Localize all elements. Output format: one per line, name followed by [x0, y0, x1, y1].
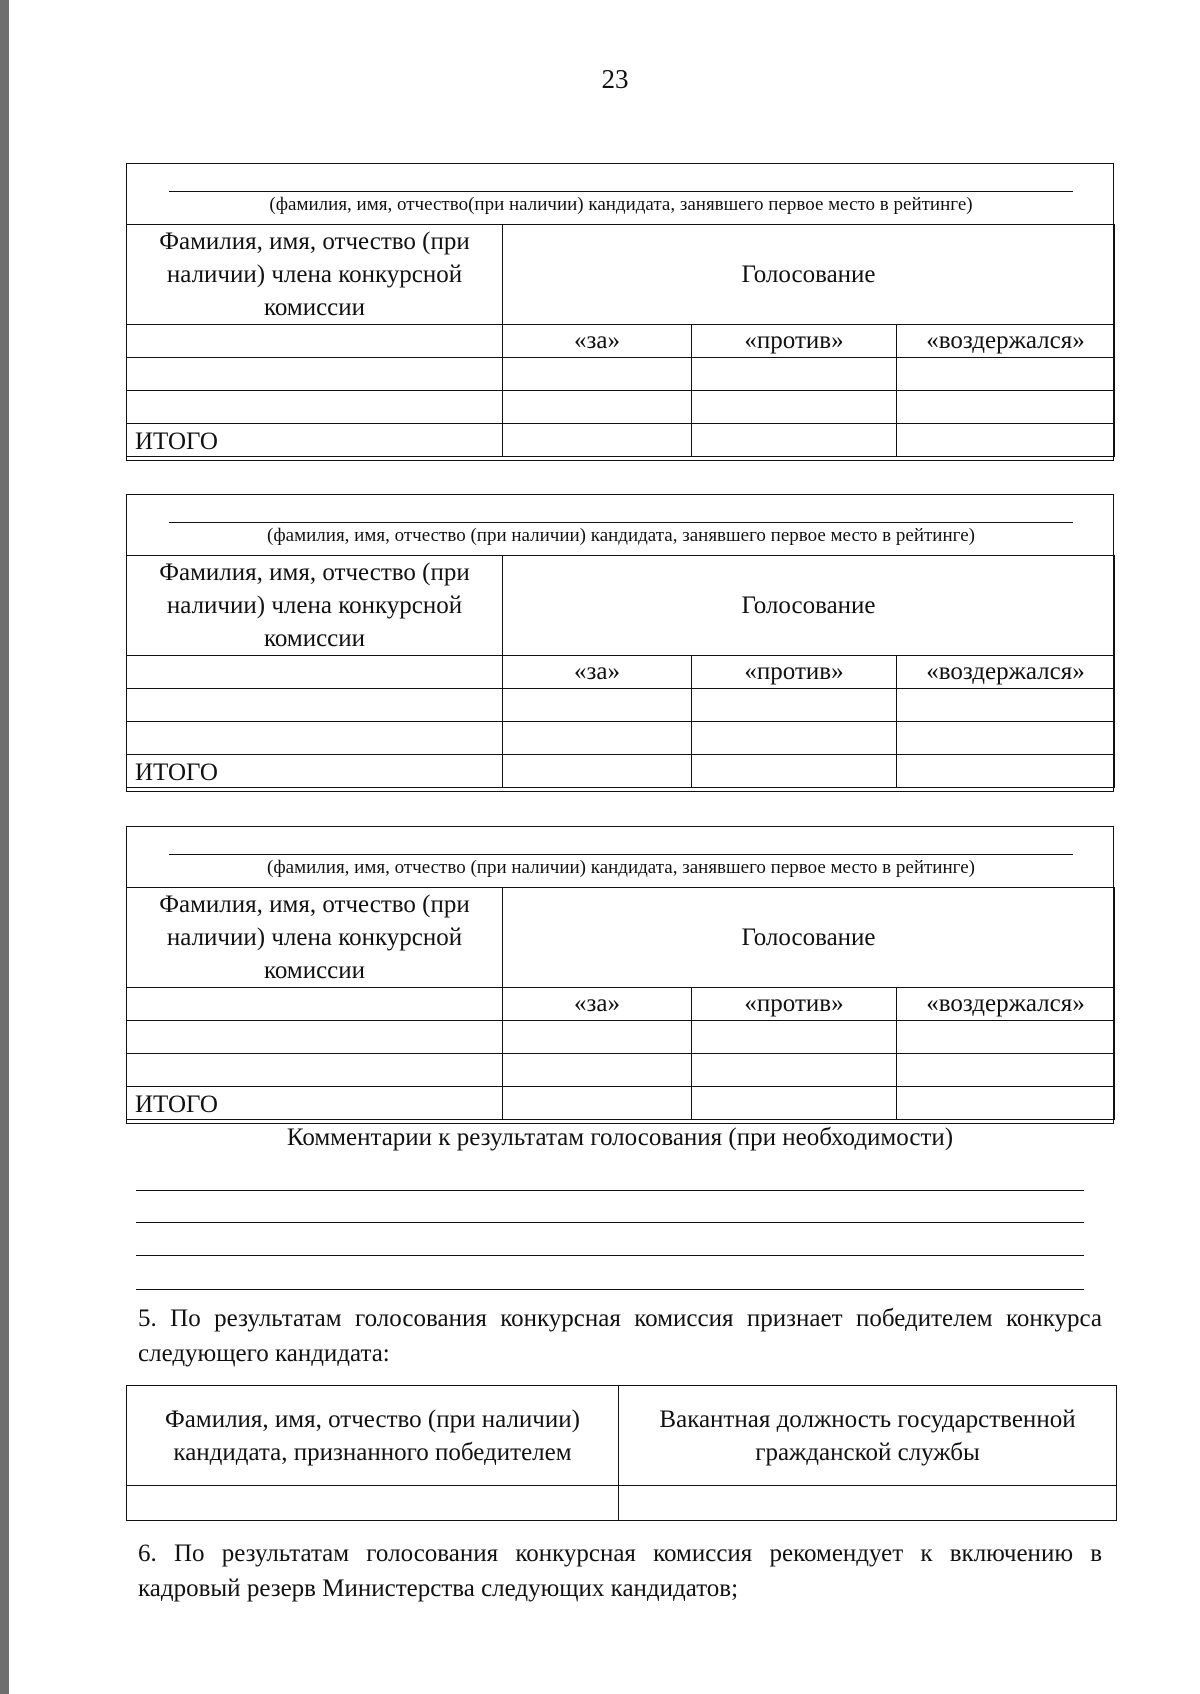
voting-header: Голосование [503, 225, 1115, 325]
vote-cell[interactable] [897, 358, 1115, 391]
vote-cell[interactable] [692, 1021, 897, 1054]
vote-cell[interactable] [503, 722, 692, 755]
comment-line-3[interactable] [136, 1255, 1084, 1256]
candidate-name-line [169, 854, 1073, 855]
winner-name-cell[interactable] [127, 1486, 619, 1521]
candidate-name-line [169, 191, 1073, 192]
vote-cell[interactable] [692, 391, 897, 424]
vote-cell[interactable] [692, 689, 897, 722]
vote-cell[interactable] [897, 391, 1115, 424]
vacant-position-header: Вакантная должность государственной гражданской службы [619, 1386, 1117, 1486]
table-row [127, 1486, 1117, 1521]
member-name-cell[interactable] [127, 722, 503, 755]
vote-cell[interactable] [503, 1054, 692, 1087]
voting-block-1 [126, 163, 1114, 461]
vote-cell[interactable] [503, 689, 692, 722]
option-for: «за» [503, 656, 692, 689]
page-number: 23 [601, 64, 629, 94]
total-cell[interactable] [503, 755, 692, 788]
winner-table [126, 1385, 1117, 1521]
total-cell[interactable] [692, 1087, 897, 1120]
member-name-cell[interactable] [127, 1054, 503, 1087]
total-cell[interactable] [897, 755, 1115, 788]
voting-block-2 [126, 494, 1114, 792]
voting-header: Голосование [503, 888, 1115, 988]
table-row [127, 1054, 1115, 1087]
voting-table [126, 555, 1115, 788]
member-header: Фамилия, имя, отчество (при наличии) члена конкурсной комиссии [127, 556, 503, 656]
vacant-position-cell[interactable] [619, 1486, 1117, 1521]
vote-cell[interactable] [692, 1054, 897, 1087]
voting-header: Голосование [503, 556, 1115, 656]
option-abstained: «воздержался» [897, 656, 1115, 689]
vote-cell[interactable] [503, 358, 692, 391]
voting-block-3 [126, 826, 1114, 1124]
member-header: Фамилия, имя, отчество (при наличии) члена конкурсной комиссии [127, 225, 503, 325]
table-row [127, 358, 1115, 391]
vote-cell[interactable] [503, 1021, 692, 1054]
member-name-cell[interactable] [127, 689, 503, 722]
table-row [127, 689, 1115, 722]
vote-cell[interactable] [897, 722, 1115, 755]
total-cell[interactable] [692, 755, 897, 788]
option-against: «против» [692, 656, 897, 689]
total-cell[interactable] [503, 1087, 692, 1120]
voting-table [126, 224, 1115, 457]
total-cell[interactable] [897, 1087, 1115, 1120]
vote-cell[interactable] [897, 1054, 1115, 1087]
scan-edge-shadow [0, 0, 9, 1694]
member-name-cell[interactable] [127, 988, 503, 1021]
winner-name-header: Фамилия, имя, отчество (при наличии) кандидата, признанного победителем [127, 1386, 619, 1486]
total-row [127, 755, 1115, 788]
total-label: ИТОГО [127, 1087, 503, 1120]
total-label: ИТОГО [127, 755, 503, 788]
option-for: «за» [503, 325, 692, 358]
member-name-cell[interactable] [127, 1021, 503, 1054]
section-5-text: 5. По результатам голосования конкурсная комиссия признает победителем конкурса следующего кандидата: [138, 1305, 1102, 1367]
table-row [127, 391, 1115, 424]
total-cell[interactable] [503, 424, 692, 457]
table-row [127, 1021, 1115, 1054]
candidate-caption: (фамилия, имя, отчество(при наличии) кандидата, занявшего первое место в рейтинге) [269, 194, 973, 215]
comment-line-1[interactable] [136, 1190, 1084, 1191]
member-name-cell[interactable] [127, 656, 503, 689]
total-label: ИТОГО [127, 424, 503, 457]
option-abstained: «воздержался» [897, 988, 1115, 1021]
vote-cell[interactable] [897, 1021, 1115, 1054]
total-row [127, 1087, 1115, 1120]
candidate-name-line [169, 522, 1073, 523]
vote-cell[interactable] [692, 358, 897, 391]
candidate-caption: (фамилия, имя, отчество (при наличии) кандидата, занявшего первое место в рейтинге) [267, 857, 975, 878]
voting-table [126, 887, 1115, 1120]
vote-cell[interactable] [897, 689, 1115, 722]
member-name-cell[interactable] [127, 391, 503, 424]
member-name-cell[interactable] [127, 325, 503, 358]
member-name-cell[interactable] [127, 358, 503, 391]
total-row [127, 424, 1115, 457]
vote-cell[interactable] [503, 391, 692, 424]
comments-title: Комментарии к результатам голосования (при необходимости) [286, 1124, 954, 1151]
candidate-caption: (фамилия, имя, отчество (при наличии) кандидата, занявшего первое место в рейтинге) [267, 525, 975, 546]
option-against: «против» [692, 325, 897, 358]
total-cell[interactable] [897, 424, 1115, 457]
comment-line-2[interactable] [136, 1222, 1084, 1223]
section-6-text: 6. По результатам голосования конкурсная комиссия рекомендует к включению в кадровый резерв Министерства следующих кандидатов; [138, 1540, 1102, 1602]
option-abstained: «воздержался» [897, 325, 1115, 358]
table-row [127, 722, 1115, 755]
vote-cell[interactable] [692, 722, 897, 755]
comment-line-4[interactable] [136, 1289, 1084, 1290]
option-against: «против» [692, 988, 897, 1021]
total-cell[interactable] [692, 424, 897, 457]
option-for: «за» [503, 988, 692, 1021]
member-header: Фамилия, имя, отчество (при наличии) члена конкурсной комиссии [127, 888, 503, 988]
